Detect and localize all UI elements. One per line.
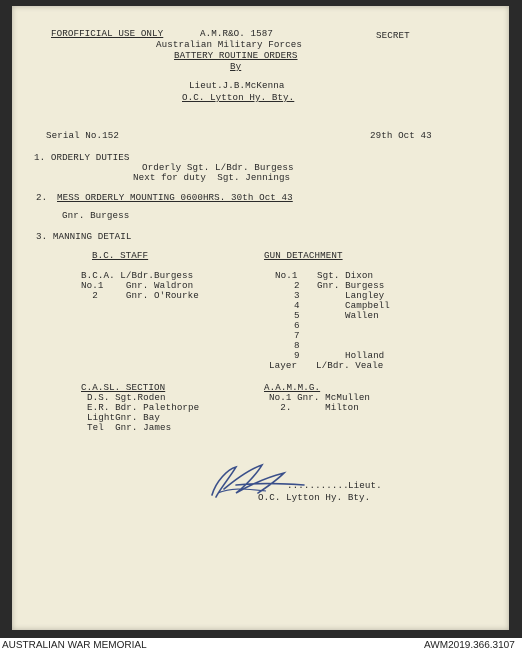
aamg-row: No.1 Gnr. McMullen: [269, 392, 371, 403]
footer-source: AUSTRALIAN WAR MEMORIAL: [2, 640, 147, 651]
serial-number: Serial No.152: [46, 130, 119, 141]
aamg-title: A.A.M.M.G.: [264, 382, 321, 393]
next-for-duty: Next for duty Sgt. Jennings: [133, 172, 291, 183]
section2-number: 2.: [36, 192, 48, 203]
orderly-sergeant: Orderly Sgt. L/Bdr. Burgess: [142, 162, 294, 173]
gun-number: 4: [294, 300, 300, 311]
casl-row: E.R. Bdr. Palethorpe: [87, 402, 200, 413]
aamg-row: 2. Milton: [269, 402, 359, 413]
by-label: By: [230, 61, 242, 72]
bc-staff-row: No.1 Gnr. Waldron: [81, 280, 194, 291]
organisation: Australian Military Forces: [156, 39, 302, 50]
signature-dots: ...........: [287, 480, 349, 491]
bc-staff-row: B.C.A. L/Bdr.Burgess: [81, 270, 194, 281]
gun-crew-name: Gnr. Burgess: [317, 280, 385, 291]
gun-crew-name: Campbell: [345, 300, 390, 311]
bc-staff-row: 2 Gnr. O'Rourke: [81, 290, 199, 301]
casl-section-title: C.A.SL. SECTION: [81, 382, 166, 393]
signatory-rank: Lieut.: [348, 480, 382, 491]
amr-reference: A.M.R&O. 1587: [200, 28, 273, 39]
gun-crew-name: Wallen: [345, 310, 379, 321]
signatory-role: O.C. Lytton Hy. Bty.: [258, 492, 371, 503]
footer-accession: AWM2019.366.3107: [424, 640, 515, 651]
casl-row: D.S. Sgt.Roden: [87, 392, 166, 403]
gun-crew-name: Holland: [345, 350, 385, 361]
gun-number: 3: [294, 290, 300, 301]
document-title: BATTERY ROUTINE ORDERS: [174, 50, 298, 61]
author-name: Lieut.J.B.McKenna: [189, 80, 285, 91]
bc-staff-title: B.C. STAFF: [92, 250, 149, 261]
casl-row: Tel Gnr. James: [87, 422, 172, 433]
gun-number: 6: [294, 320, 300, 331]
gun-crew-name: Sgt. Dixon: [317, 270, 374, 281]
author-role: O.C. Lytton Hy. Bty.: [182, 92, 295, 103]
gun-crew-name: Langley: [345, 290, 385, 301]
section1-heading: 1. ORDERLY DUTIES: [34, 152, 130, 163]
casl-row: LightGnr. Bay: [87, 412, 160, 423]
gun-number: 5: [294, 310, 300, 321]
gun-number: No.1: [275, 270, 298, 281]
gun-number: Layer: [269, 360, 298, 371]
gun-number: 9: [294, 350, 300, 361]
classification-left: FOROFFICIAL USE ONLY: [51, 28, 164, 39]
serial-date: 29th Oct 43: [370, 130, 432, 141]
gun-number: 2: [294, 280, 300, 291]
section2-heading: MESS ORDERLY MOUNTING 0600HRS. 30th Oct 43: [57, 192, 293, 203]
section3-heading: 3. MANNING DETAIL: [36, 231, 132, 242]
gun-detachment-title: GUN DETACHMENT: [264, 250, 343, 261]
classification-right: SECRET: [376, 30, 410, 41]
gun-crew-name: L/Bdr. Veale: [316, 360, 384, 371]
gun-number: 7: [294, 330, 300, 341]
mess-orderly: Gnr. Burgess: [62, 210, 130, 221]
gun-number: 8: [294, 340, 300, 351]
